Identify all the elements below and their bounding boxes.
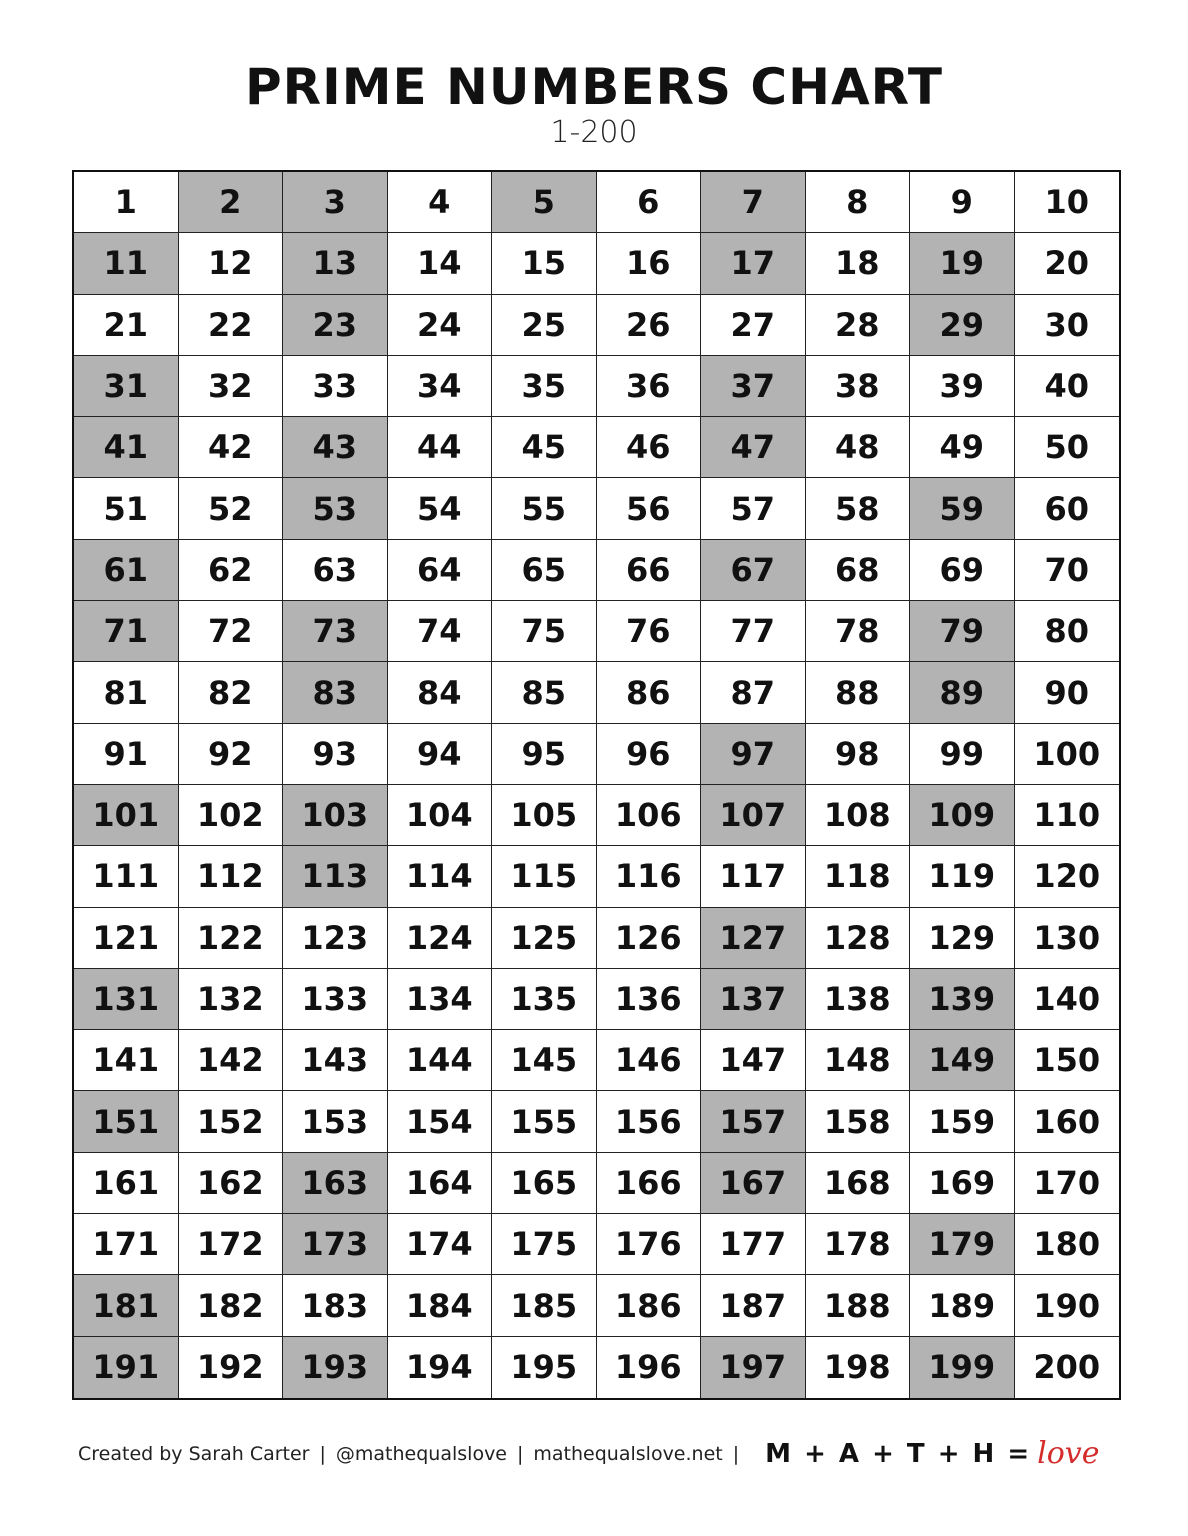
page-title: PRIME NUMBERS CHART — [244, 58, 944, 116]
number-cell: 190 — [1015, 1275, 1120, 1336]
number-cell: 153 — [283, 1091, 388, 1152]
number-cell: 68 — [806, 540, 911, 601]
number-cell: 60 — [1015, 478, 1120, 539]
number-cell: 115 — [492, 846, 597, 907]
footer-separator: | — [517, 1442, 524, 1465]
number-cell: 124 — [388, 908, 493, 969]
number-cell: 177 — [701, 1214, 806, 1275]
number-cell: 95 — [492, 724, 597, 785]
number-cell: 121 — [74, 908, 179, 969]
number-cell: 150 — [1015, 1030, 1120, 1091]
number-cell: 91 — [74, 724, 179, 785]
number-cell: 28 — [806, 295, 911, 356]
number-cell: 112 — [179, 846, 284, 907]
prime-cell: 179 — [910, 1214, 1015, 1275]
number-cell: 108 — [806, 785, 911, 846]
number-cell: 55 — [492, 478, 597, 539]
number-cell: 143 — [283, 1030, 388, 1091]
prime-cell: 31 — [74, 356, 179, 417]
number-cell: 46 — [597, 417, 702, 478]
number-cell: 81 — [74, 662, 179, 723]
number-cell: 187 — [701, 1275, 806, 1336]
prime-cell: 67 — [701, 540, 806, 601]
prime-cell: 59 — [910, 478, 1015, 539]
number-cell: 78 — [806, 601, 911, 662]
prime-cell: 149 — [910, 1030, 1015, 1091]
number-cell: 98 — [806, 724, 911, 785]
number-cell: 51 — [74, 478, 179, 539]
number-cell: 125 — [492, 908, 597, 969]
prime-cell: 3 — [283, 172, 388, 233]
number-cell: 171 — [74, 1214, 179, 1275]
prime-cell: 83 — [283, 662, 388, 723]
prime-cell: 199 — [910, 1337, 1015, 1398]
prime-cell: 113 — [283, 846, 388, 907]
number-cell: 122 — [179, 908, 284, 969]
number-cell: 174 — [388, 1214, 493, 1275]
number-cell: 172 — [179, 1214, 284, 1275]
number-cell: 77 — [701, 601, 806, 662]
prime-cell: 101 — [74, 785, 179, 846]
number-cell: 123 — [283, 908, 388, 969]
number-cell: 20 — [1015, 233, 1120, 294]
prime-cell: 79 — [910, 601, 1015, 662]
number-cell: 34 — [388, 356, 493, 417]
number-cell: 65 — [492, 540, 597, 601]
number-cell: 52 — [179, 478, 284, 539]
number-cell: 39 — [910, 356, 1015, 417]
footer-separator: | — [732, 1442, 740, 1465]
number-cell: 40 — [1015, 356, 1120, 417]
prime-cell: 13 — [283, 233, 388, 294]
prime-cell: 131 — [74, 969, 179, 1030]
footer-credit: Created by Sarah Carter — [78, 1442, 310, 1465]
number-cell: 80 — [1015, 601, 1120, 662]
prime-cell: 19 — [910, 233, 1015, 294]
number-cell: 6 — [597, 172, 702, 233]
number-cell: 147 — [701, 1030, 806, 1091]
number-cell: 1 — [74, 172, 179, 233]
prime-cell: 97 — [701, 724, 806, 785]
brand-love-logo: love — [1037, 1436, 1100, 1471]
number-cell: 134 — [388, 969, 493, 1030]
number-cell: 135 — [492, 969, 597, 1030]
number-cell: 66 — [597, 540, 702, 601]
prime-cell: 73 — [283, 601, 388, 662]
prime-cell: 107 — [701, 785, 806, 846]
number-cell: 27 — [701, 295, 806, 356]
number-cell: 106 — [597, 785, 702, 846]
number-cell: 165 — [492, 1153, 597, 1214]
number-cell: 18 — [806, 233, 911, 294]
number-cell: 140 — [1015, 969, 1120, 1030]
number-cell: 35 — [492, 356, 597, 417]
number-cell: 75 — [492, 601, 597, 662]
number-cell: 189 — [910, 1275, 1015, 1336]
prime-cell: 5 — [492, 172, 597, 233]
number-cell: 49 — [910, 417, 1015, 478]
number-cell: 48 — [806, 417, 911, 478]
prime-cell: 103 — [283, 785, 388, 846]
number-cell: 110 — [1015, 785, 1120, 846]
number-cell: 74 — [388, 601, 493, 662]
number-cell: 198 — [806, 1337, 911, 1398]
number-cell: 155 — [492, 1091, 597, 1152]
number-cell: 57 — [701, 478, 806, 539]
number-cell: 138 — [806, 969, 911, 1030]
number-cell: 56 — [597, 478, 702, 539]
number-cell: 116 — [597, 846, 702, 907]
number-cell: 200 — [1033, 1348, 1101, 1387]
number-cell: 130 — [1015, 908, 1120, 969]
number-cell: 72 — [179, 601, 284, 662]
number-cell: 154 — [388, 1091, 493, 1152]
number-cell: 176 — [597, 1214, 702, 1275]
number-cell: 15 — [492, 233, 597, 294]
number-cell: 50 — [1015, 417, 1120, 478]
prime-cell: 41 — [74, 417, 179, 478]
prime-cell: 191 — [74, 1337, 179, 1398]
number-cell: 188 — [806, 1275, 911, 1336]
prime-cell: 167 — [701, 1153, 806, 1214]
prime-cell: 23 — [283, 295, 388, 356]
number-cell: 4 — [388, 172, 493, 233]
prime-cell: 139 — [910, 969, 1015, 1030]
number-cell: 148 — [806, 1030, 911, 1091]
number-cell: 142 — [179, 1030, 284, 1091]
number-cell: 180 — [1015, 1214, 1120, 1275]
number-cell: 186 — [597, 1275, 702, 1336]
number-cell: 14 — [388, 233, 493, 294]
brand-logo: M + A + T + H = — [765, 1438, 1032, 1469]
number-cell: 133 — [283, 969, 388, 1030]
number-cell: 183 — [283, 1275, 388, 1336]
prime-cell: 197 — [701, 1337, 806, 1398]
number-cell: 136 — [597, 969, 702, 1030]
number-cell: 62 — [179, 540, 284, 601]
number-cell: 195 — [492, 1337, 597, 1398]
number-cell: 94 — [388, 724, 493, 785]
number-cell: 30 — [1015, 295, 1120, 356]
number-cell: 158 — [806, 1091, 911, 1152]
number-cell: 8 — [806, 172, 911, 233]
number-cell: 166 — [597, 1153, 702, 1214]
prime-cell: 11 — [74, 233, 179, 294]
number-cell: 126 — [597, 908, 702, 969]
number-cell: 161 — [74, 1153, 179, 1214]
number-cell: 128 — [806, 908, 911, 969]
number-cell: 93 — [283, 724, 388, 785]
number-cell: 175 — [492, 1214, 597, 1275]
number-cell: 182 — [179, 1275, 284, 1336]
number-cell: 96 — [597, 724, 702, 785]
number-cell: 146 — [597, 1030, 702, 1091]
number-cell: 24 — [388, 295, 493, 356]
page-subtitle: 1-200 — [550, 115, 638, 150]
number-cell: 82 — [179, 662, 284, 723]
number-cell: 32 — [179, 356, 284, 417]
number-cell: 120 — [1015, 846, 1120, 907]
number-cell: 84 — [388, 662, 493, 723]
prime-numbers-grid — [72, 170, 1121, 1400]
number-cell: 54 — [388, 478, 493, 539]
number-cell: 196 — [597, 1337, 702, 1398]
number-cell: 87 — [701, 662, 806, 723]
number-cell: 10 — [1015, 172, 1120, 233]
number-cell: 69 — [910, 540, 1015, 601]
number-cell: 99 — [910, 724, 1015, 785]
number-cell: 22 — [179, 295, 284, 356]
number-cell: 178 — [806, 1214, 911, 1275]
prime-cell: 137 — [701, 969, 806, 1030]
number-cell: 16 — [597, 233, 702, 294]
prime-cell: 61 — [74, 540, 179, 601]
number-cell: 100 — [1015, 724, 1120, 785]
number-cell: 36 — [597, 356, 702, 417]
number-cell: 184 — [388, 1275, 493, 1336]
number-cell: 185 — [492, 1275, 597, 1336]
number-cell: 132 — [179, 969, 284, 1030]
prime-cell: 173 — [283, 1214, 388, 1275]
number-cell: 144 — [388, 1030, 493, 1091]
footer-website: mathequalslove.net — [533, 1442, 723, 1465]
number-cell: 33 — [283, 356, 388, 417]
prime-cell: 37 — [701, 356, 806, 417]
prime-cell: 29 — [910, 295, 1015, 356]
prime-cell: 163 — [283, 1153, 388, 1214]
number-cell: 159 — [910, 1091, 1015, 1152]
number-cell: 58 — [806, 478, 911, 539]
number-cell: 162 — [179, 1153, 284, 1214]
prime-cell: 47 — [701, 417, 806, 478]
prime-cell: 2 — [179, 172, 284, 233]
footer-separator: | — [319, 1442, 326, 1465]
number-cell: 92 — [179, 724, 284, 785]
prime-cell: 89 — [910, 662, 1015, 723]
number-cell: 119 — [910, 846, 1015, 907]
number-cell: 63 — [283, 540, 388, 601]
number-cell: 156 — [597, 1091, 702, 1152]
prime-cell: 193 — [283, 1337, 388, 1398]
footer-handle: @mathequalslove — [335, 1442, 507, 1465]
prime-cell: 157 — [701, 1091, 806, 1152]
number-cell: 102 — [179, 785, 284, 846]
number-cell: 104 — [388, 785, 493, 846]
number-cell: 45 — [492, 417, 597, 478]
number-cell: 90 — [1015, 662, 1120, 723]
number-cell: 145 — [492, 1030, 597, 1091]
number-cell: 76 — [597, 601, 702, 662]
number-cell: 85 — [492, 662, 597, 723]
number-cell: 192 — [179, 1337, 284, 1398]
number-cell: 164 — [388, 1153, 493, 1214]
number-cell: 88 — [806, 662, 911, 723]
prime-cell: 17 — [701, 233, 806, 294]
number-cell: 105 — [492, 785, 597, 846]
number-cell: 160 — [1015, 1091, 1120, 1152]
prime-cell: 53 — [283, 478, 388, 539]
number-cell: 117 — [701, 846, 806, 907]
number-cell: 194 — [388, 1337, 493, 1398]
number-cell: 64 — [388, 540, 493, 601]
number-cell: 38 — [806, 356, 911, 417]
number-cell: 21 — [74, 295, 179, 356]
prime-cell: 127 — [701, 908, 806, 969]
number-cell: 129 — [910, 908, 1015, 969]
number-cell: 25 — [492, 295, 597, 356]
number-cell: 170 — [1015, 1153, 1120, 1214]
number-cell: 152 — [179, 1091, 284, 1152]
number-cell: 42 — [179, 417, 284, 478]
prime-cell: 7 — [701, 172, 806, 233]
prime-cell: 181 — [74, 1275, 179, 1336]
number-cell: 141 — [74, 1030, 179, 1091]
number-cell: 118 — [806, 846, 911, 907]
prime-cell: 151 — [74, 1091, 179, 1152]
number-cell: 26 — [597, 295, 702, 356]
footer — [78, 1436, 1100, 1471]
number-cell: 9 — [910, 172, 1015, 233]
number-cell: 86 — [597, 662, 702, 723]
number-cell: 70 — [1015, 540, 1120, 601]
prime-cell: 43 — [283, 417, 388, 478]
number-cell: 114 — [388, 846, 493, 907]
number-cell: 169 — [910, 1153, 1015, 1214]
number-cell: 168 — [806, 1153, 911, 1214]
number-cell: 111 — [74, 846, 179, 907]
number-cell: 44 — [388, 417, 493, 478]
number-cell: 12 — [179, 233, 284, 294]
prime-cell: 109 — [910, 785, 1015, 846]
prime-cell: 71 — [74, 601, 179, 662]
